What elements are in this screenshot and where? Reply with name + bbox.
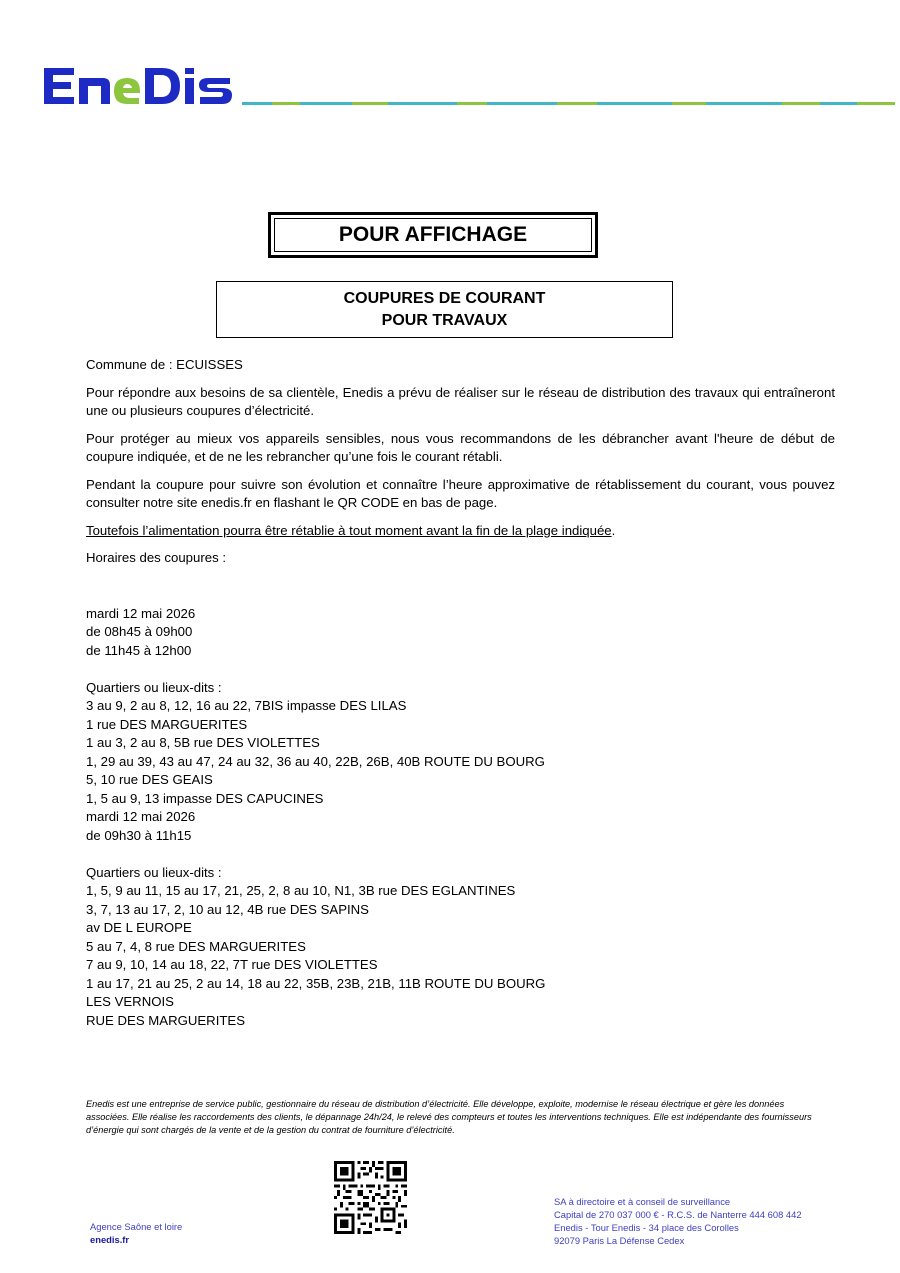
warning-end: . (611, 522, 616, 538)
area-item: LES VERNOIS (86, 994, 174, 1009)
enedis-logo (44, 64, 236, 108)
qr-code-icon[interactable] (334, 1161, 407, 1234)
area-item: 7 au 9, 10, 14 au 18, 22, 7T rue DES VIOLETTES (86, 957, 378, 972)
legal-line: Capital de 270 037 000 € - R.C.S. de Nanterre 444 608 442 (554, 1209, 802, 1220)
legal-line: SA à directoire et à conseil de surveillance (554, 1196, 731, 1207)
commune-line: Commune de : ECUISSES (86, 357, 243, 372)
advice-paragraph: Pour protéger au mieux vos appareils sensibles, nous vous recommandons de les débrancher avant l'heure de début de coupure indiquée, et de ne les rebrancher qu’une fois le courant rétabli. (86, 430, 835, 464)
outage-block-1 (86, 605, 835, 809)
notice-body (86, 356, 835, 1030)
subtitle-line-1: COUPURES DE COURANT (343, 289, 546, 307)
legal-block (554, 1195, 802, 1247)
area-item: 1 rue DES MARGUERITES (86, 716, 248, 732)
subtitle-line-2: POUR TRAVAUX (381, 311, 508, 329)
areas-label: Quartiers ou lieux-dits : (86, 864, 222, 880)
warning-paragraph (86, 522, 835, 541)
area-item: 1 au 3, 2 au 8, 5B rue DES VIOLETTES (86, 735, 320, 750)
area-item: av DE L EUROPE (86, 920, 192, 935)
outage-time: de 09h30 à 11h15 (86, 827, 192, 843)
area-item: 1, 5 au 9, 13 impasse DES CAPUCINES (86, 790, 324, 806)
outage-date: mardi 12 mai 2026 (86, 809, 196, 824)
areas-label: Quartiers ou lieux-dits : (86, 679, 222, 695)
tracking-paragraph: Pendant la coupure pour suivre son évolution et connaître l’heure approximative de rétablissement du courant, vous pouvez consulter notre site enedis.fr en flashant le QR CODE en bas de page. (86, 476, 835, 510)
area-item: 5 au 7, 4, 8 rue DES MARGUERITES (86, 938, 306, 954)
outage-time: de 08h45 à 09h00 (86, 624, 193, 639)
website-link[interactable]: enedis.fr (90, 1233, 130, 1245)
agency-name: Agence Saône et loire (90, 1221, 183, 1232)
area-item: 1, 5, 9 au 11, 15 au 17, 21, 25, 2, 8 au 10, N1, 3B rue DES EGLANTINES (86, 883, 516, 898)
header-dashed-rule (242, 102, 895, 105)
schedule-heading: Horaires des coupures : (86, 550, 227, 565)
area-item: 1, 29 au 39, 43 au 47, 24 au 32, 36 au 40, 22B, 26B, 40B ROUTE DU BOURG (86, 753, 545, 769)
page-title: POUR AFFICHAGE (274, 218, 592, 252)
title-frame (268, 212, 598, 258)
outage-block-2 (86, 808, 835, 1030)
intro-paragraph: Pour répondre aux besoins de sa clientèle, Enedis a prévu de réaliser sur le réseau de distribution des travaux qui entraîneront une ou plusieurs coupures d’électricité. (86, 384, 835, 418)
area-item: 3, 7, 13 au 17, 2, 10 au 12, 4B rue DES SAPINS (86, 901, 369, 917)
outage-time: de 11h45 à 12h00 (86, 642, 192, 658)
area-item: 3 au 9, 2 au 8, 12, 16 au 22, 7BIS impasse DES LILAS (86, 698, 407, 713)
agency-block (90, 1221, 182, 1246)
legal-line: Enedis - Tour Enedis - 34 place des Corolles (554, 1222, 739, 1233)
warning-text: Toutefois l’alimentation pourra être rétablie à tout moment avant la fin de la plage indiquée (86, 522, 612, 538)
company-disclaimer: Enedis est une entreprise de service public, gestionnaire du réseau de distribution d’électricité. Elle développe, exploite, modernise le réseau électrique et gère les données associées. Elle réalise les raccordements des clients, le dépannage 24h/24, le relevé des compteurs et toutes les interventions techniques. Elle est indépendante des fournisseurs d’énergie qui sont chargés de la vente et de la gestion du contrat de fourniture d’électricité. (86, 1099, 812, 1135)
outage-date: mardi 12 mai 2026 (86, 605, 196, 621)
area-item: 5, 10 rue DES GEAIS (86, 772, 213, 787)
area-item: RUE DES MARGUERITES (86, 1012, 246, 1028)
legal-line: 92079 Paris La Défense Cedex (554, 1235, 685, 1246)
area-item: 1 au 17, 21 au 25, 2 au 14, 18 au 22, 35B, 23B, 21B, 11B ROUTE DU BOURG (86, 975, 546, 991)
subtitle-frame (216, 281, 673, 338)
